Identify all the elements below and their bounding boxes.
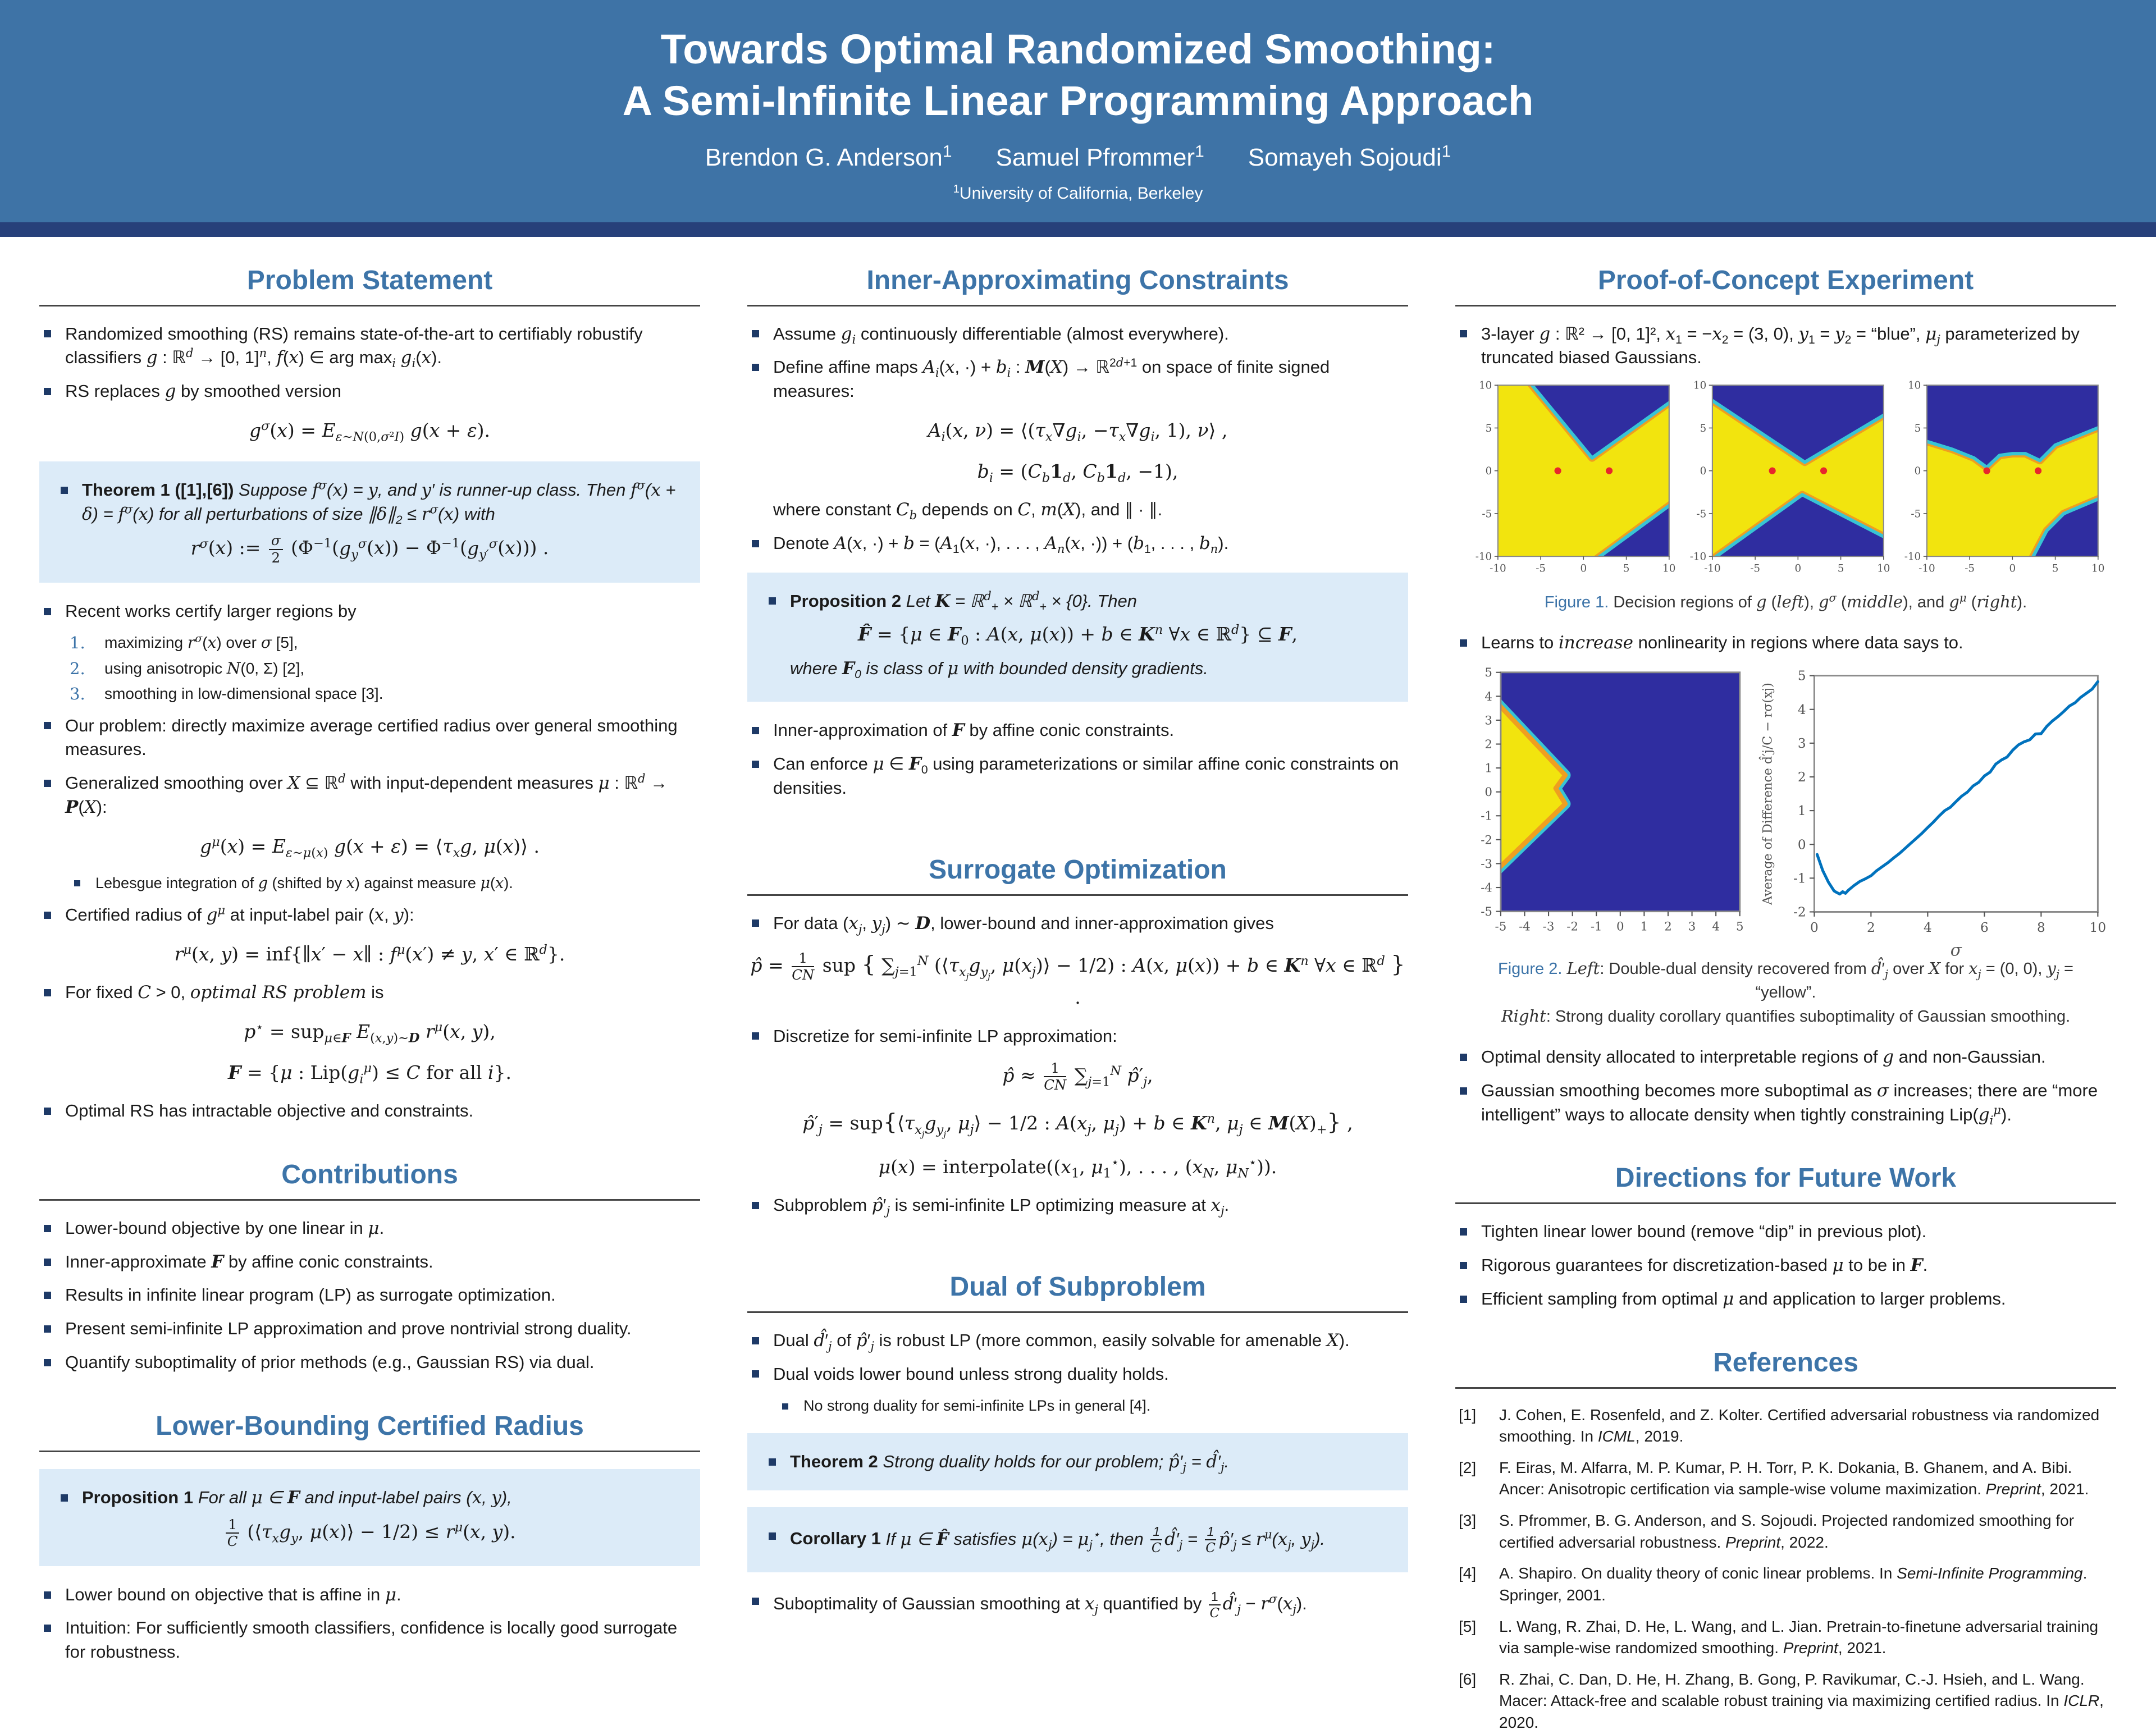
equation: p̂ ≈ $\frac{1}{CN}$ $\sum_{j=1}^N$ $p̂'_j$,	[1002, 1060, 1153, 1094]
bullet-item: Certified radius of $g^\mu$ at input-label pair (x, y):	[39, 903, 700, 927]
svg-text:Average of Difference d̂′j/C −: Average of Difference d̂′j/C − rσ(xj)	[1760, 682, 1775, 905]
theorem-2-box	[747, 1433, 1408, 1491]
svg-text:-1: -1	[1480, 809, 1492, 823]
bullet-item: Subproblem $p̂'_j$ is semi-infinite LP optimizing measure at $x_j$.	[747, 1193, 1408, 1218]
bullet-item: Our problem: directly maximize average certified radius over general smoothing measures.	[39, 714, 700, 762]
bullet-item: Can enforce μ ∈ $F_0$ using parameterizations or similar affine conic constraints on densities.	[747, 752, 1408, 800]
bullet-item: Gaussian smoothing becomes more suboptimal as σ increases; there are “more intelligent” ways to allocate density when tightly constraining $Lip(g_i^\mu)$.	[1455, 1079, 2116, 1127]
reference-item: [4] A. Shapiro. On duality theory of conic linear problems. In Semi-Infinite Programming. Springer, 2001.	[1459, 1564, 2088, 1604]
svg-text:4: 4	[1484, 689, 1492, 704]
svg-text:-10: -10	[1703, 562, 1721, 575]
svg-text:-3: -3	[1542, 919, 1554, 934]
svg-text:-2: -2	[1793, 905, 1806, 920]
equation: $\frac{1}{C}$ ($⟨\tau_xg_y$, μ(x)⟩ − $1/2) \le r^\mu(x$, y).	[56, 1517, 683, 1549]
corollary-1-box	[747, 1507, 1408, 1572]
svg-text:5: 5	[1485, 422, 1492, 434]
proposition-statement: Proposition 1 For all μ ∈ F and input-label pairs (x, y),	[56, 1486, 683, 1510]
column-3	[1455, 241, 2116, 1732]
section-title: Lower-Bounding Certified Radius	[156, 1411, 584, 1441]
figure1-panels	[1455, 380, 2116, 585]
bullet-item: Denote A(x, ·) + $b = (A_1(x$, ·), . . . , $A_n(x$, ·)) + ($b_1$, . . . , $b_n$).	[747, 532, 1408, 556]
svg-text:0: 0	[1794, 562, 1801, 575]
svg-text:5: 5	[1623, 562, 1629, 575]
author-3: Somayeh Sojoudi$^1$	[1248, 141, 1451, 171]
bullet-item: Dual voids lower bound unless strong duality holds.	[747, 1362, 1408, 1387]
figure2-caption: Figure 2. Left: Double-dual density recovered from $d̂'_j$ over X for $x_j = (0$, 0), $y_j$ = “yellow”. Right: Strong duality corollary quantifies suboptimality of Gaussian smoothing.	[1497, 958, 2073, 1026]
svg-text:10: 10	[2091, 562, 2104, 575]
bullet-item: Rigorous guarantees for discretization-based μ to be in F.	[1455, 1253, 2116, 1278]
bullet-item: Lower-bound objective by one linear in μ.	[39, 1216, 700, 1241]
svg-text:-10: -10	[1689, 551, 1706, 563]
svg-text:10: 10	[2089, 921, 2106, 936]
bullet-item: Inner-approximate F by affine conic constraints.	[39, 1250, 700, 1274]
svg-text:σ: σ	[1950, 940, 1962, 960]
numbered-item: 1. maximizing $r^\sigma(x)$ over σ [5],	[70, 633, 298, 653]
svg-text:10: 10	[1876, 562, 1890, 575]
corollary-statement: Corollary 1 If μ ∈ F̂ satisfies $\mu(x_j) = \mu_j^⋆$, then $\frac{1}{C}$ $d̂'_j$ = $\frac{1}{C}$ $p̂'_j \le r^\mu(x_j$, $y_j$).	[764, 1524, 1391, 1555]
reference-item: [5] L. Wang, R. Zhai, D. He, L. Wang, and L. Jian. Pretrain-to-finetune adversarial training via sample-wise randomized smoothing. Preprint, 2021.	[1459, 1617, 2099, 1657]
svg-text:0: 0	[1810, 921, 1819, 936]
theorem-1-box	[39, 461, 700, 583]
poster-body	[0, 237, 2156, 1732]
svg-text:-2: -2	[1480, 833, 1492, 848]
poster-title-line1: Towards Optimal Randomized Smoothing:	[660, 26, 1496, 72]
svg-text:6: 6	[1980, 921, 1989, 936]
bullet-item: Lower bound on objective that is affine in μ.	[39, 1583, 700, 1607]
equation: $g^\mu(x) = E_{\varepsilon\sim\mu(x)}$ $g(x + \varepsilon) = ⟨\tau_xg$, μ(x)⟩ .	[199, 834, 540, 861]
poster-header	[0, 0, 2156, 222]
authors-row	[0, 141, 2156, 172]
svg-text:-5: -5	[1696, 508, 1706, 520]
title-rule	[39, 1451, 700, 1452]
bullet-item: Suboptimality of Gaussian smoothing at $x_j$ quantified by $\frac{1}{C}$ $d̂'_j - r^\sigma(x_j)$.	[747, 1589, 1408, 1621]
svg-text:5: 5	[1914, 422, 1921, 434]
svg-text:3: 3	[1484, 713, 1492, 728]
column-1	[39, 241, 700, 1662]
equation: F = {μ : $Lip(g_i^\mu) \le C$ for all i}.	[228, 1061, 511, 1087]
svg-text:2: 2	[1484, 737, 1492, 752]
section-title: Dual of Subproblem	[949, 1271, 1206, 1302]
svg-text:0: 0	[1580, 562, 1587, 575]
bullet-item: Efficient sampling from optimal μ and application to larger problems.	[1455, 1287, 2116, 1311]
svg-text:1: 1	[1640, 919, 1648, 934]
reference-item: [1] J. Cohen, E. Rosenfeld, and Z. Kolter. Certified adversarial robustness via randomized smoothing. In ICML, 2019.	[1459, 1406, 2100, 1445]
line-series	[1817, 681, 2098, 894]
svg-text:1: 1	[1797, 804, 1806, 819]
title-rule	[1455, 305, 2116, 306]
bullet-item: Quantify suboptimality of prior methods (e.g., Gaussian RS) via dual.	[39, 1351, 700, 1375]
proposition-2-box	[747, 573, 1408, 702]
section-lower-bounding	[39, 1411, 700, 1664]
bullet-item: Present semi-infinite LP approximation and prove nontrivial strong duality.	[39, 1317, 700, 1341]
bullet-item: Dual $d̂'_j$ of $p̂'_j$ is robust LP (more common, easily solvable for amenable X).	[747, 1329, 1408, 1353]
svg-text:5: 5	[1484, 666, 1492, 680]
title-rule	[1455, 1202, 2116, 1204]
bullet-item: Randomized smoothing (RS) remains state-of-the-art to certifiably robustify classifiers g : ℝ$^d$ → [0, 1]$^n$, f(x) ∈ arg $\max_i g_i(x)$.	[39, 322, 700, 370]
svg-text:-5: -5	[1480, 904, 1492, 919]
suboptimality-line-chart	[1755, 669, 2114, 960]
svg-text:-10: -10	[1918, 562, 1935, 575]
author-1: Brendon G. Anderson$^1$	[705, 141, 952, 171]
author-2: Samuel Pfrommer$^1$	[995, 141, 1204, 171]
svg-text:5: 5	[2052, 562, 2058, 575]
title-rule	[747, 1311, 1408, 1313]
decision-region-plot-g	[1467, 380, 1676, 585]
section-problem-statement	[39, 265, 700, 1123]
equation: $\mu(x) = interpolate((x_1$, $\mu_1^⋆$), . . . , ($x_N$, $\mu_N^⋆$)).	[878, 1155, 1277, 1181]
section-title: Proof-of-Concept Experiment	[1597, 265, 1974, 295]
equation: $r^\sigma(x)$ := $\frac{\sigma}{2}$ $(\Phi^{-1}(g_y^\sigma(x)) - \Phi^{-1}(g_{y'}^\sigma(x)))$ .	[190, 532, 549, 566]
reference-item: [6] R. Zhai, C. Dan, D. He, H. Zhang, B. Gong, P. Ravikumar, C.-J. Hsieh, and L. Wang. Macer: Attack-free and scalable robust training via maximizing certified radius. In ICLR, 2020.	[1459, 1670, 2104, 1732]
svg-text:-1: -1	[1793, 871, 1806, 886]
bullet-item: Assume $g_i$ continuously differentiable (almost everywhere).	[747, 322, 1408, 346]
svg-text:-4: -4	[1518, 919, 1531, 934]
equation: $r^\mu(x$, y) = inf{∥x′ − x∥ : $f^\mu(x') \ne y$, x′ ∈ ℝ$^d$}.	[174, 942, 565, 965]
equation: p⋆ = sup$_{\mu\in F}$ $E_{(x,y)\sim D}$ $r^\mu(x$, y),	[244, 1019, 496, 1046]
section-future-work	[1455, 1163, 2116, 1311]
axes	[1758, 669, 2105, 960]
accent-strip	[0, 222, 2156, 237]
affiliation: $^1$University of California, Berkeley	[953, 182, 1203, 203]
bullet-item: Optimal RS has intractable objective and constraints.	[39, 1099, 700, 1123]
poster-title-line2: A Semi-Infinite Linear Programming Approach	[622, 77, 1534, 124]
bullet-item: Learns to increase nonlinearity in regions where data says to.	[1455, 631, 2116, 655]
svg-text:-5: -5	[1910, 508, 1921, 520]
theorem-statement: Theorem 1 ([1],[6]) Suppose $f^\sigma(x) = y$, and y′ is runner-up class. Then $f^\sigma(x + \delta) = f^\sigma(x)$ for all perturbations of size $\parallel\delta\parallel_2 \le r^\sigma(x)$ with	[56, 478, 683, 527]
svg-text:0: 0	[1914, 465, 1921, 478]
proposition-1-box	[39, 1469, 700, 1566]
theorem-statement: Theorem 2 Strong duality holds for our problem; $p̂'_j$ = $d̂'_j$.	[764, 1450, 1391, 1474]
svg-text:-10: -10	[1904, 551, 1921, 563]
bullet-item: RS replaces g by smoothed version	[39, 379, 700, 404]
svg-text:5: 5	[1837, 562, 1844, 575]
svg-text:10: 10	[1693, 379, 1706, 392]
equation: $b_i = (C_b1_d$, $C_b1_d$, −1),	[977, 460, 1179, 486]
svg-text:8: 8	[2036, 921, 2045, 936]
equation: F̂ = {μ ∈ $F_0$ : A(x, μ(x)) + b ∈ $K^n$ ∀x ∈ ℝ$^d$} ⊆ F,	[858, 623, 1298, 648]
equation: $A_i(x$, $\nu) = ⟨(\tau_x\nabla g_i$, $-\tau_x\nabla g_i$, 1), ν⟩ ,	[928, 419, 1228, 445]
svg-text:0: 0	[1616, 919, 1624, 934]
title-rule	[747, 305, 1408, 306]
svg-text:5: 5	[1700, 422, 1706, 434]
svg-text:3: 3	[1797, 736, 1806, 751]
title-rule	[747, 894, 1408, 896]
svg-text:-1: -1	[1590, 919, 1602, 934]
svg-text:-5: -5	[1535, 562, 1546, 575]
svg-text:0: 0	[1485, 465, 1492, 478]
sub-bullet-item: No strong duality for semi-infinite LPs in general [4].	[747, 1396, 1408, 1416]
bullet-item: 3-layer g : ℝ² → [0, 1]², $x_1 = -x_2 = (3$, 0), $y_1 = y_2$ = “blue”, $\mu_j$ parameterized by truncated biased Gaussians.	[1455, 322, 2116, 370]
figure1-caption: Figure 1. Decision regions of g (left), $g^\sigma$ (middle), and $g^\mu$ (right).	[1544, 591, 2027, 612]
decision-region-plot-g-mu	[1896, 380, 2105, 585]
sub-bullet-item: Lebesgue integration of g (shifted by x) against measure μ(x).	[39, 873, 700, 894]
column-2	[747, 241, 1408, 1621]
section-inner-approximating	[747, 265, 1408, 800]
svg-text:0: 0	[1484, 785, 1492, 799]
svg-text:0: 0	[1797, 838, 1806, 853]
bullet-item: For fixed C > 0, optimal RS problem is	[39, 981, 700, 1005]
svg-text:2: 2	[1664, 919, 1672, 934]
svg-text:2: 2	[1866, 921, 1875, 936]
svg-text:3: 3	[1688, 919, 1696, 934]
svg-text:-5: -5	[1750, 562, 1760, 575]
svg-text:-5: -5	[1481, 508, 1492, 520]
svg-text:4: 4	[1711, 919, 1720, 934]
svg-text:10: 10	[1907, 379, 1921, 392]
section-contributions	[39, 1159, 700, 1375]
title-rule	[1455, 1387, 2116, 1389]
double-dual-density-heatmap	[1458, 665, 1750, 952]
numbered-item: 3. smoothing in low-dimensional space [3].	[70, 684, 383, 704]
bullet-item: Define affine maps $A_i(x$, ·) + $b_i$ : M(X) → ℝ$^{2d+1}$ on space of finite signed measures:	[747, 355, 1408, 404]
figure2-panels	[1455, 665, 2116, 960]
svg-text:-2: -2	[1566, 919, 1578, 934]
bullet-item: Optimal density allocated to interpretable regions of g and non-Gaussian.	[1455, 1045, 2116, 1069]
svg-text:10: 10	[1662, 562, 1675, 575]
svg-text:4: 4	[1797, 702, 1806, 717]
svg-text:-4: -4	[1480, 881, 1492, 895]
section-title: Problem Statement	[246, 265, 493, 295]
section-title: Surrogate Optimization	[929, 854, 1227, 885]
bullet-item: For data ($x_j$, $y_j$) ∼ D, lower-bound and inner-approximation gives	[747, 912, 1408, 936]
bullet-item: Inner-approximation of F by affine conic constraints.	[747, 719, 1408, 743]
equation: $g^\sigma(x) = E_{\varepsilon\sim N(0,\sigma^2I)}$ g(x + ε).	[249, 418, 491, 445]
equation: p̂ = $\frac{1}{CN}$ sup { $\sum_{j=1}^N$ ($⟨\tau_{x_j}g_{y_j}$, $\mu(x_j)⟩ - 1/2$) : A(x, μ(x)) + b ∈ $K^n$ ∀x ∈ ℝ$^d$ } .	[750, 950, 1405, 1009]
proposition-tail: where $F_0$ is class of μ with bounded density gradients.	[790, 658, 1208, 681]
bullet-item: Intuition: For sufficiently smooth classifiers, confidence is locally good surrogate for robustness.	[39, 1616, 700, 1664]
bullet-item: Tighten linear lower bound (remove “dip” in previous plot).	[1455, 1220, 2116, 1244]
section-proof-of-concept	[1455, 265, 2116, 1127]
svg-text:-5: -5	[1495, 919, 1506, 934]
bullet-item: Recent works certify larger regions by	[39, 600, 700, 624]
reference-item: [3] S. Pfrommer, B. G. Anderson, and S. Sojoudi. Projected randomized smoothing for certified adversarial robustness. Preprint, 2022.	[1459, 1512, 2075, 1551]
title-rule	[39, 305, 700, 306]
reference-item: [2] F. Eiras, M. Alfarra, M. P. Kumar, P. H. Torr, P. K. Dokania, B. Ghanem, and A. Bibi. Ancer: Anisotropic certification via sample-wise volume maximization. Preprint, 2021.	[1459, 1458, 2089, 1498]
svg-text:-10: -10	[1475, 551, 1492, 563]
svg-text:0: 0	[2009, 562, 2016, 575]
section-dual-of-subproblem	[747, 1271, 1408, 1621]
svg-text:10: 10	[1478, 379, 1492, 392]
section-title: Contributions	[281, 1159, 458, 1189]
svg-text:-5: -5	[1964, 562, 1975, 575]
section-title: Inner-Approximating Constraints	[866, 265, 1289, 295]
equation: $p̂'_j$ = $sup\{⟨\tau_{x_j}g_{y_j}$, $\mu_j⟩ - 1/2$ : $A(x_j$, $\mu_j) + b$ ∈ $K^n$, $\mu_j$ ∈ $M(X)_+$} ,	[802, 1109, 1353, 1140]
section-title: References	[1713, 1347, 1858, 1378]
svg-text:4: 4	[1923, 921, 1932, 936]
svg-text:-10: -10	[1489, 562, 1506, 575]
bullet-item: Discretize for semi-infinite LP approximation:	[747, 1024, 1408, 1049]
section-title: Directions for Future Work	[1615, 1163, 1957, 1193]
section-references	[1455, 1347, 2116, 1734]
svg-text:0: 0	[1700, 465, 1706, 478]
numbered-item: 2. using anisotropic N(0, Σ) [2],	[70, 658, 305, 678]
proposition-statement: Proposition 2 Let K = ℝ$^d_+$ × ℝ$^d_+$ × {0}. Then	[764, 589, 1391, 614]
svg-text:1: 1	[1484, 761, 1492, 776]
svg-text:5: 5	[1797, 669, 1806, 684]
bullet-item: Results in infinite linear program (LP) as surrogate optimization.	[39, 1283, 700, 1307]
section-surrogate-optimization	[747, 854, 1408, 1218]
svg-text:-3: -3	[1480, 857, 1492, 871]
continuation-text: where constant $C_b$ depends on C, m(X), and ∥ · ∥.	[773, 500, 1163, 523]
decision-region-plot-g-sigma	[1682, 380, 1890, 585]
svg-text:2: 2	[1797, 770, 1806, 785]
svg-text:5: 5	[1735, 919, 1743, 934]
title-rule	[39, 1199, 700, 1201]
bullet-item: Generalized smoothing over X ⊆ ℝ$^d$ with input-dependent measures μ : ℝ$^d$ → P(X):	[39, 771, 700, 820]
